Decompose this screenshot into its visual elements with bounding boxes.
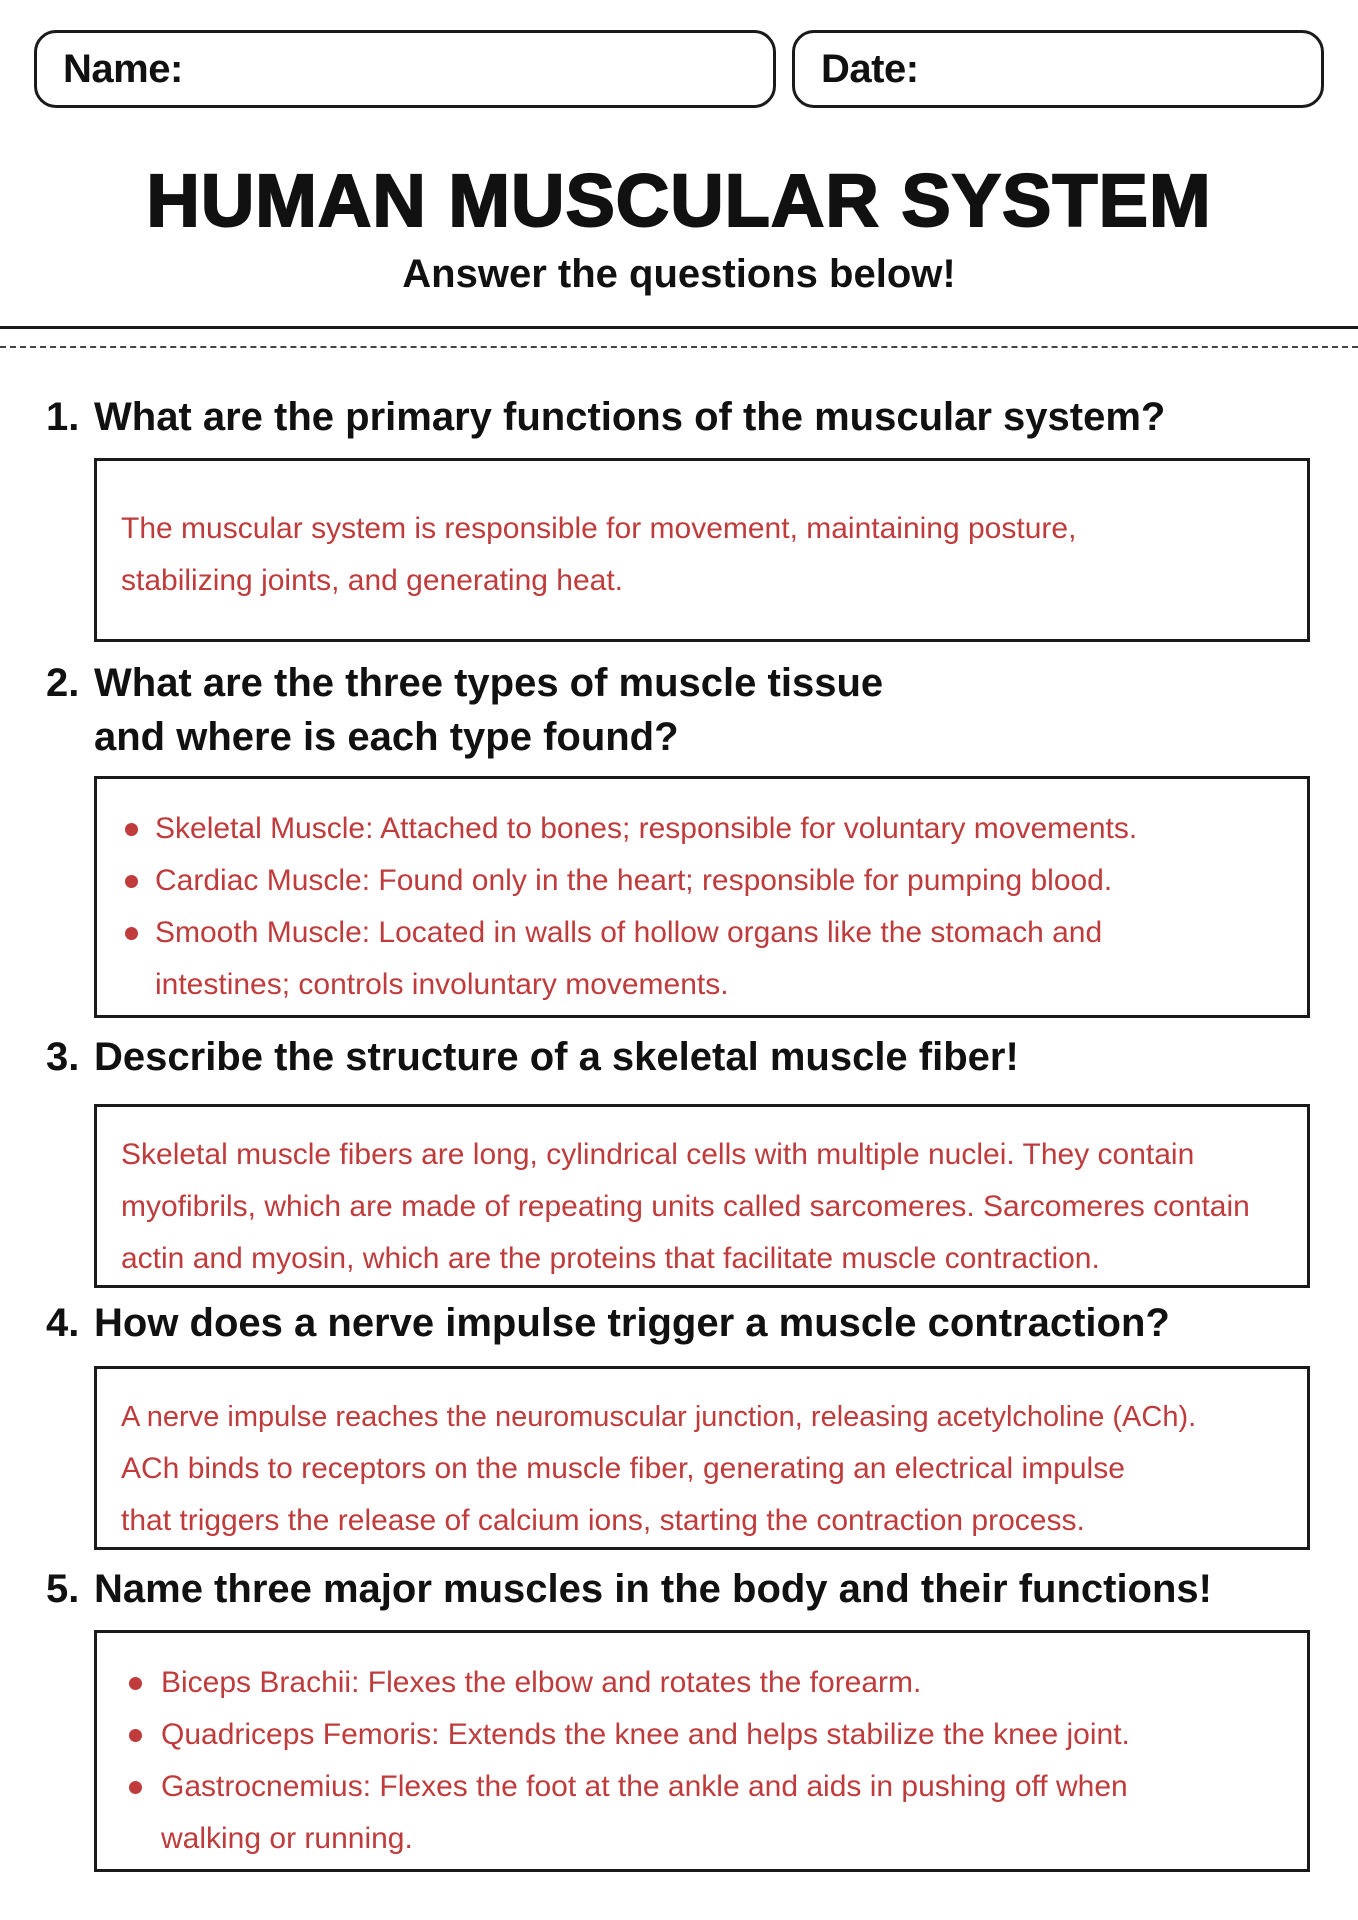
answer-text: The muscular system is responsible for movement, maintaining posture, stabilizing joints, and generating heat. [121, 512, 1077, 597]
answer-line: ACh binds to receptors on the muscle fiber, generating an electrical impulse [121, 1452, 1125, 1485]
question-3 [46, 1030, 1019, 1084]
question-text: How does a nerve impulse trigger a muscle contraction? [94, 1301, 1170, 1345]
list-item: Gastrocnemius: Flexes the foot at the ankle and aids in pushing off when walking or running. [121, 1761, 1171, 1865]
answer-box-4 [94, 1366, 1310, 1550]
divider-solid [0, 326, 1358, 329]
question-text-line-2: and where is each type found? [94, 715, 679, 759]
answer-text: Skeletal muscle fibers are long, cylindrical cells with multiple nuclei. They contain myofibrils, which are made of repeating units called sarcomeres. Sarcomeres contain actin and myosin, which are the proteins that facilitate muscle contraction. [121, 1138, 1250, 1275]
question-number: 5. [46, 1567, 80, 1611]
list-item: Cardiac Muscle: Found only in the heart; responsible for pumping blood. [121, 855, 1283, 907]
date-field[interactable] [792, 30, 1324, 108]
question-4 [46, 1296, 1170, 1350]
question-number: 4. [46, 1301, 80, 1345]
question-2 [46, 656, 883, 764]
list-item: Skeletal Muscle: Attached to bones; responsible for voluntary movements. [121, 803, 1283, 855]
answer-box-3 [94, 1104, 1310, 1288]
page-title: HUMAN MUSCULAR SYSTEM [146, 159, 1212, 242]
question-number: 1. [46, 395, 80, 439]
question-5 [46, 1562, 1212, 1616]
answer-line: that triggers the release of calcium ions, starting the contraction process. [121, 1504, 1085, 1537]
question-number: 2. [46, 661, 80, 705]
list-item: Smooth Muscle: Located in walls of hollow organs like the stomach and intestines; controls involuntary movements. [121, 907, 1165, 1011]
list-item: Quadriceps Femoris: Extends the knee and helps stabilize the knee joint. [121, 1709, 1283, 1761]
question-1 [46, 390, 1165, 444]
answer-list [121, 1657, 1283, 1865]
answer-list [121, 803, 1283, 1011]
name-label: Name: [63, 46, 183, 91]
question-text: Describe the structure of a skeletal muscle fiber! [94, 1035, 1019, 1079]
question-number: 3. [46, 1035, 80, 1079]
answer-box-1 [94, 458, 1310, 642]
answer-line: A nerve impulse reaches the neuromuscular junction, releasing acetylcholine (ACh). [121, 1401, 1197, 1433]
page-subtitle: Answer the questions below! [402, 252, 956, 296]
list-item: Biceps Brachii: Flexes the elbow and rotates the forearm. [121, 1657, 1283, 1709]
question-text: What are the primary functions of the muscular system? [94, 395, 1166, 439]
answer-box-5 [94, 1630, 1310, 1872]
question-text: Name three major muscles in the body and their functions! [94, 1567, 1212, 1611]
date-label: Date: [821, 46, 919, 91]
divider-dashed [0, 346, 1358, 348]
name-field[interactable] [34, 30, 776, 108]
question-text-line-1: What are the three types of muscle tissue [94, 661, 884, 705]
answer-box-2 [94, 776, 1310, 1018]
